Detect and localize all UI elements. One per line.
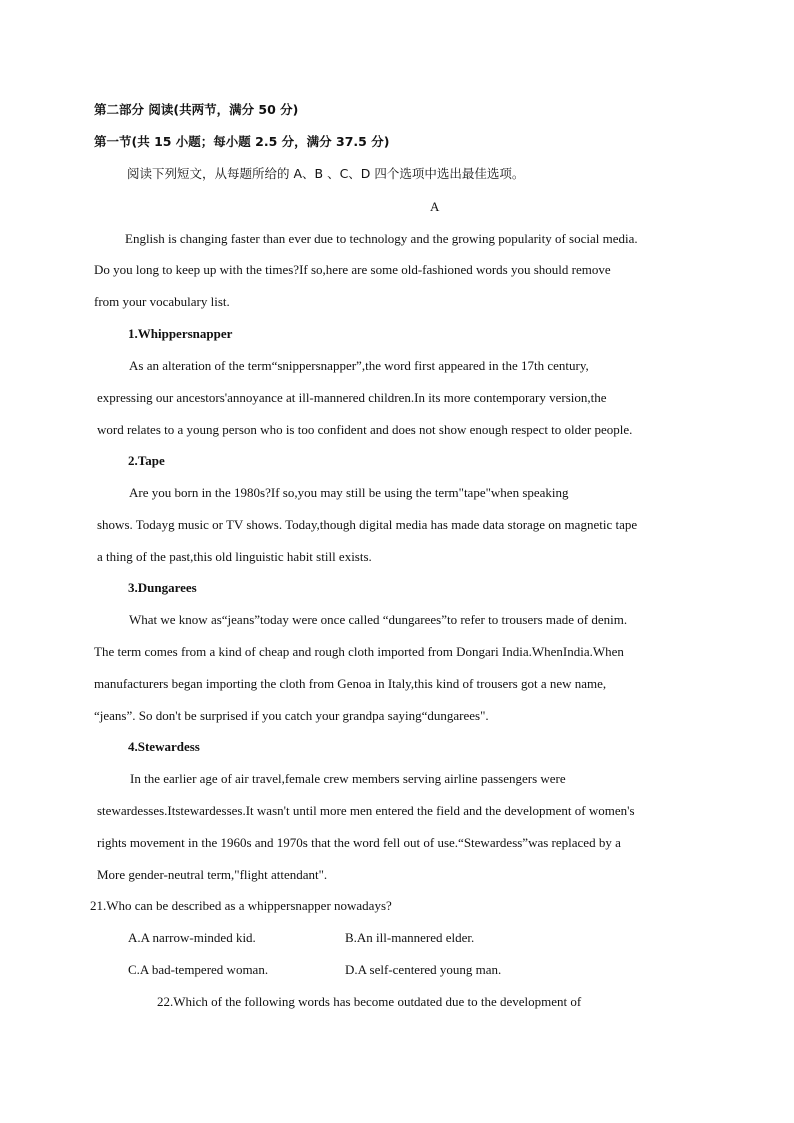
- section-line: “jeans”. So don't be surprised if you catch your grandpa saying“dungarees".: [94, 708, 489, 723]
- section-line: Are you born in the 1980s?If so,you may still be using the term"tape"when speaking: [129, 485, 569, 500]
- section-line: a thing of the past,this old linguistic habit still exists.: [97, 549, 372, 564]
- part-title: 第二部分 阅读(共两节，满分 50 分): [94, 102, 299, 117]
- section-line: The term comes from a kind of cheap and rough cloth imported from Dongari India.WhenIndia.When: [94, 644, 624, 659]
- intro-line: Do you long to keep up with the times?If so,here are some old-fashioned words you should remove: [94, 262, 611, 277]
- section-line: More gender-neutral term,"flight attendant".: [97, 867, 328, 882]
- option-a: A.A narrow-minded kid.: [128, 930, 256, 945]
- section-heading-whippersnapper: 1.Whippersnapper: [128, 326, 233, 341]
- option-c: C.A bad-tempered woman.: [128, 962, 269, 977]
- section-line: shows. Todayg music or TV shows. Today,though digital media has made data storage on magnetic tape: [97, 517, 638, 532]
- passage-label: A: [430, 199, 440, 214]
- intro-line: English is changing faster than ever due to technology and the growing popularity of social media.: [125, 231, 638, 246]
- section-line: expressing our ancestors'annoyance at ill-mannered children.In its more contemporary version,the: [97, 390, 607, 405]
- section-heading-dungarees: 3.Dungarees: [128, 580, 197, 595]
- section-line: As an alteration of the term“snippersnapper”,the word first appeared in the 17th century,: [129, 358, 589, 373]
- instructions: 阅读下列短文，从每题所给的 A、B 、C、D 四个选项中选出最佳选项。: [127, 166, 525, 181]
- section-line: manufacturers began importing the cloth from Genoa in Italy,this kind of trousers got a new name,: [94, 676, 607, 691]
- section-line: What we know as“jeans”today were once called “dungarees”to refer to trousers made of denim.: [129, 612, 628, 627]
- question-22: 22.Which of the following words has become outdated due to the development of: [157, 994, 582, 1009]
- option-d: D.A self-centered young man.: [345, 962, 502, 977]
- section-title: 第一节(共 15 小题；每小题 2.5 分，满分 37.5 分): [94, 134, 390, 149]
- section-heading-stewardess: 4.Stewardess: [128, 739, 200, 754]
- section-line: word relates to a young person who is too confident and does not show enough respect to older people.: [97, 422, 633, 437]
- question-21: 21.Who can be described as a whippersnapper nowadays?: [90, 898, 392, 913]
- option-b: B.An ill-mannered elder.: [345, 930, 475, 945]
- section-line: In the earlier age of air travel,female crew members serving airline passengers were: [130, 771, 566, 786]
- intro-line: from your vocabulary list.: [94, 294, 230, 309]
- section-line: rights movement in the 1960s and 1970s that the word fell out of use.“Stewardess”was replaced by a: [97, 835, 621, 850]
- section-line: stewardesses.Itstewardesses.It wasn't until more men entered the field and the development of women's: [97, 803, 635, 818]
- section-heading-tape: 2.Tape: [128, 453, 165, 468]
